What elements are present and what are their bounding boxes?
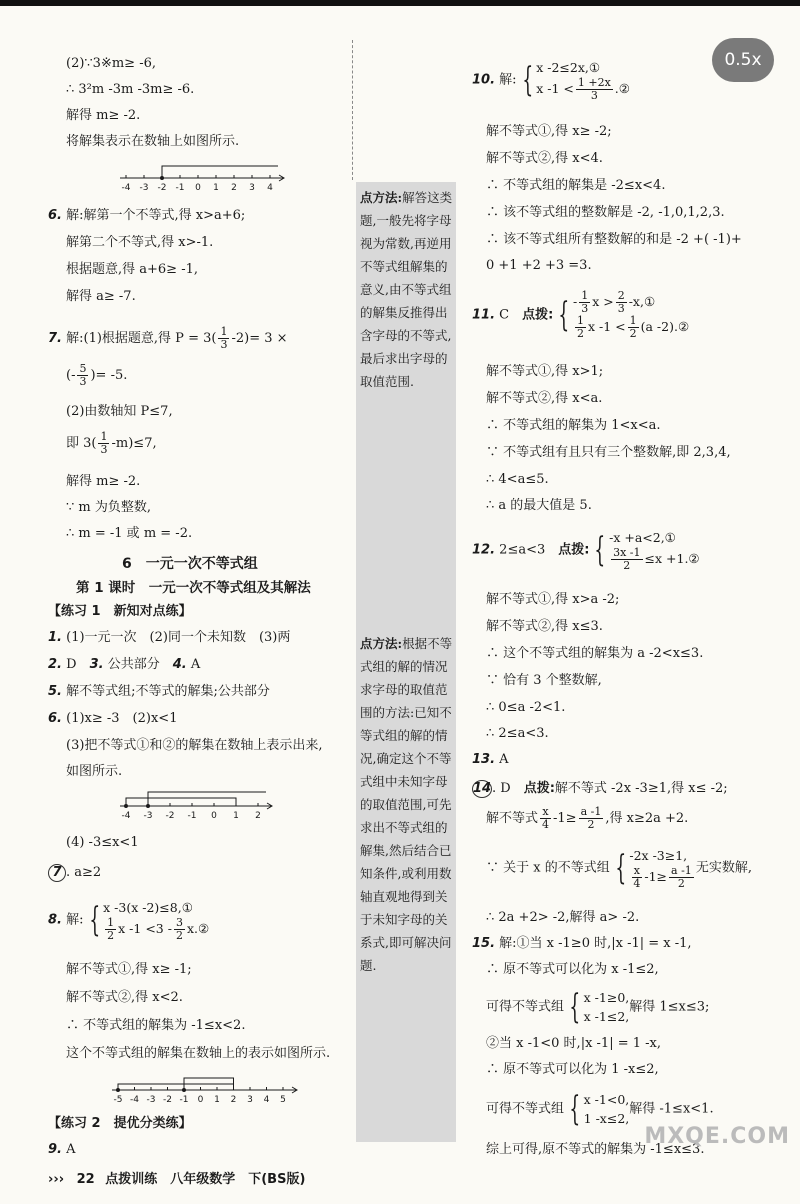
tick-label: 1 [233, 811, 239, 821]
problem-15: 15. 解:①当 x -1≥0 时,|x -1| = x -1, [472, 936, 692, 951]
number-line-1 [118, 156, 288, 196]
zoom-indicator[interactable]: 0.5x [712, 38, 774, 82]
problem-number: 6. [48, 208, 62, 223]
column-divider [352, 40, 354, 180]
text-line: (2)∵3※m≥ -6, [66, 56, 156, 71]
tick-label: -3 [139, 183, 149, 193]
text-line: ∴ 该不等式组所有整数解的和是 -2 +( -1)+ [486, 232, 742, 247]
endpoint-dot [124, 804, 128, 808]
problem-10: 10. 解: { x -2≤2x,① x -1 < $\frac{1 +2x}{3}$ .② [472, 60, 630, 102]
tick-label: 5 [280, 1095, 286, 1105]
side-note-1: 点方法:解答这类题,一般先将字母视为常数,再逆用不等式组解集的意义,由不等式组的解集反推得出含字母的不等式,最后求出字母的取值范围. [360, 190, 453, 389]
problem-8: 8. 解: { x -3(x -2)≤8,① $\frac{1}{2}$ x -1 <3 - $\frac{3}{2}$ x.② [48, 900, 210, 942]
text-line: 解:解第一个不等式,得 x>a+6; [66, 208, 246, 223]
text-line: ∴ m = -1 或 m = -2. [66, 526, 193, 541]
text-line: 即 3( $\frac{1}{3}$ -m)≤7, [66, 430, 157, 456]
text-line: 综上可得,原不等式的解集为 -1≤x≤3. [486, 1142, 705, 1157]
text-line: ∴ 不等式组的解集为 -1≤x<2. [66, 1018, 246, 1033]
answer-2-4: 2. D 3. 公共部分 4. A [48, 657, 201, 672]
text-line: ∵ 不等式组有且只有三个整数解,即 2,3,4, [486, 445, 731, 460]
text-line: = 3 × [249, 331, 288, 346]
problem-14: 14. D 点拨:解不等式 -2x -3≥1,得 x≤ -2; [473, 781, 728, 796]
text-line: ∴ 该不等式组的整数解是 -2, -1,0,1,2,3. [486, 205, 725, 220]
text-line: ∴ 不等式组的解集是 -2≤x<4. [486, 178, 666, 193]
tick-label: 4 [267, 183, 273, 193]
text-line: ∴ 2a +2> -2,解得 a> -2. [486, 910, 640, 925]
text-line: 0 +1 +2 +3 =3. [486, 258, 592, 273]
tick-label: 0 [211, 811, 217, 821]
text-line: 解:(1)根据题意,得 P = 3 [66, 331, 212, 346]
text-line: 解不等式②,得 x<2. [66, 990, 183, 1005]
text-line: ∴ 2≤a<3. [486, 726, 549, 741]
tick-label: -2 [163, 1095, 172, 1105]
solution-bracket [118, 1084, 234, 1090]
text-line: 将解集表示在数轴上如图所示. [66, 134, 240, 149]
tick-label: -1 [187, 811, 197, 821]
answer-7: 7 . a≥2 [48, 864, 101, 882]
text-line: 可得不等式组 { x -1≥0, x -1≤2,解得 1≤x≤3; [486, 987, 710, 1027]
text-line: 解得 m≥ -2. [66, 108, 141, 123]
fraction: $\frac{1}{3}$ [220, 325, 228, 351]
text-line: 解得 a≥ -7. [66, 289, 136, 304]
tick-label: 0 [197, 1095, 204, 1105]
footer-arrows: ››› [48, 1172, 65, 1187]
answer-6: 6. (1)x≥ -3 (2)x<1 [48, 711, 178, 726]
tick-label: -4 [121, 811, 131, 821]
tick-label: -3 [146, 1095, 156, 1105]
text-line: ∴ 不等式组的解集为 1<x<a. [486, 418, 661, 433]
text-line: 解不等式①,得 x>a -2; [486, 592, 620, 607]
answer-1: 1. (1)一元一次 (2)同一个未知数 (3)两 [48, 630, 291, 645]
text-line: 解不等式 $\frac{x}{4}$ -1≥ $\frac{a -1}{2}$ ,得 x≥2a +2. [486, 805, 689, 831]
text-line: (- $\frac{5}{3}$ )= -5. [66, 362, 128, 388]
text-line: 解不等式②,得 x≤3. [486, 619, 603, 634]
text-line: ∴ a 的最大值是 5. [486, 498, 592, 513]
exercise-header: 【练习 1 新知对点练】 [48, 604, 192, 619]
text-line: 解不等式②,得 x<4. [486, 151, 603, 166]
solution-bracket [148, 792, 266, 806]
tick-label: 2 [230, 1095, 237, 1105]
side-note-2: 点方法:根据不等式组的解的情况求字母的取值范围的方法:已知不等式组的解的情况,确定这个不等式组中未知字母的取值范围,可先求出不等式组的解集,然后结合已知条件,或利用数轴直观地得到关于未知字母的关系式,即可解决问题. [360, 636, 453, 973]
text-line: 解不等式①,得 x≥ -2; [486, 124, 612, 139]
text-line: (4) -3≤x<1 [66, 835, 139, 850]
tick-label: -4 [121, 183, 131, 193]
book-title: 点拨训练 八年级数学 下(BS版) [105, 1172, 306, 1187]
text-line: (3)把不等式①和②的解集在数轴上表示出来, [66, 738, 323, 753]
text-line: (2)由数轴知 P≤7, [66, 404, 173, 419]
text-line: 解不等式②,得 x<a. [486, 391, 603, 406]
text-line: 解不等式①,得 x≥ -1; [66, 962, 192, 977]
text-line: ∵ m 为负整数, [66, 500, 151, 515]
tick-label: 3 [249, 183, 255, 193]
page-footer [48, 1168, 305, 1187]
top-border [0, 0, 800, 6]
tick-label: -4 [130, 1095, 139, 1105]
tick-label: -5 [113, 1095, 123, 1105]
tick-label: 0 [195, 183, 201, 193]
page-number: 22 [76, 1172, 95, 1187]
endpoint-dot [182, 1088, 186, 1092]
tick-label: -2 [157, 183, 167, 193]
text-line: ∴ 4<a≤5. [486, 472, 549, 487]
number-line-2 [118, 784, 288, 824]
tick-label: 3 [247, 1095, 253, 1105]
tick-label: 4 [263, 1095, 270, 1105]
section-title: 6 一元一次不等式组 [122, 556, 258, 572]
fraction: $\frac{5}{3}$ [79, 362, 87, 388]
tick-label: 2 [231, 183, 237, 193]
text-line: ∵ 关于 x 的不等式组 { -2x -3≥1, $\frac{x}{4}$ -1≥ $\frac{a -1}{2}$ 无实数解, [486, 848, 752, 890]
text-line: ∴ 原不等式可以化为 1 -x≤2, [486, 1062, 659, 1077]
answer-5: 5. 解不等式组;不等式的解集;公共部分 [48, 684, 270, 699]
number-line-3 [110, 1068, 300, 1108]
text-line: ∵ 恰有 3 个整数解, [486, 673, 602, 688]
endpoint-dot [160, 176, 164, 180]
subsection-title: 第 1 课时 一元一次不等式组及其解法 [76, 580, 311, 596]
problem-12: 12. 2≤a<3 点拨: { -x +a<2,① $\frac{3x -1}{2}$ ≤x +1.② [472, 530, 700, 572]
text-line: ∴ 原不等式可以化为 x -1≤2, [486, 962, 659, 977]
text-line: ②当 x -1<0 时,|x -1| = 1 -x, [486, 1036, 661, 1051]
answer-9: 9. A [48, 1142, 76, 1157]
text-line: ∴ 0≤a -2<1. [486, 700, 566, 715]
text-line: 解第二个不等式,得 x>-1. [66, 235, 214, 250]
tick-label: -2 [165, 811, 175, 821]
text-line: 如图所示. [66, 764, 123, 779]
problem-11: 11. C 点拨: { - $\frac{1}{3}$ x > $\frac{2}{3}$ -x,① $\frac{1}{2}$ x -1 < $\frac{1}{2}$ (a -2).② [472, 289, 690, 340]
tick-label: -3 [143, 811, 153, 821]
tick-label: -1 [175, 183, 185, 193]
answer-13: 13. A [472, 752, 509, 767]
exercise-header: 【练习 2 提优分类练】 [48, 1116, 192, 1131]
endpoint-dot [116, 1088, 120, 1092]
problem-7: 7. 解:(1)根据题意,得 P = 3( $\frac{1}{3}$ -2)= 3 × [48, 325, 288, 351]
text-line: 这个不等式组的解集在数轴上的表示如图所示. [66, 1046, 331, 1061]
text-line: 解得 m≥ -2. [66, 474, 141, 489]
solution-bracket [126, 798, 236, 806]
text-line: ∴ 这个不等式组的解集为 a -2<x≤3. [486, 646, 704, 661]
text-line: 解不等式①,得 x>1; [486, 364, 604, 379]
problem-6 [48, 208, 245, 224]
problem-number: 7. [48, 331, 62, 346]
solution-bracket [162, 166, 278, 178]
text-line: 可得不等式组 { x -1<0, 1 -x≤2,解得 -1≤x<1. [486, 1089, 714, 1129]
watermark: MXQE.COM [644, 1124, 790, 1149]
endpoint-dot [146, 804, 150, 808]
tick-label: 2 [255, 811, 261, 821]
text-line: 根据题意,得 a+6≥ -1, [66, 262, 198, 277]
tick-label: -1 [179, 1095, 189, 1105]
fraction: $\frac{1}{3}$ [100, 430, 108, 456]
tick-label: 1 [213, 183, 219, 193]
text-line: ∴ 3²m -3m -3m≥ -6. [66, 82, 195, 97]
tick-label: 1 [214, 1095, 220, 1105]
